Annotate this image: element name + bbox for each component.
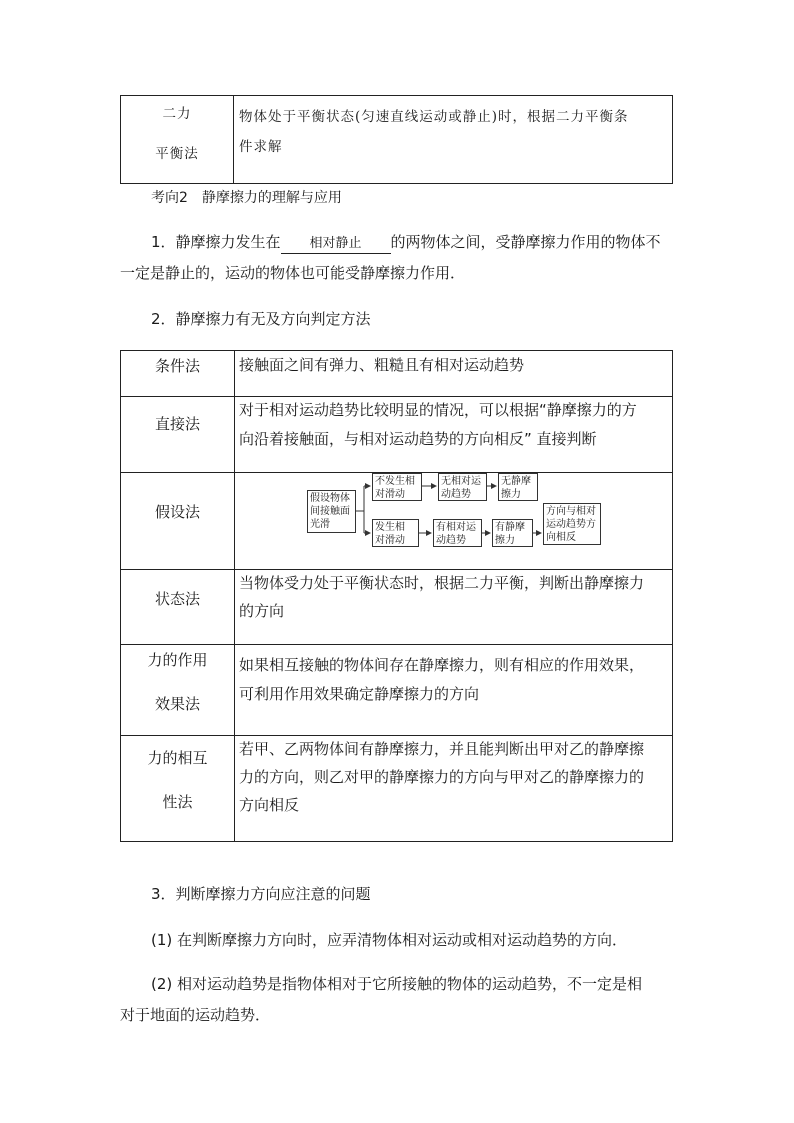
- flow-direction-line3: 向相反: [546, 532, 576, 543]
- method-name-condition: 条件法: [154, 357, 200, 375]
- method-desc-condition: 接触面之间有弹力、粗糙且有相对运动趋势: [239, 356, 525, 374]
- flow-friction-line2: 擦力: [495, 535, 515, 546]
- method-name-mutual-2: 性法: [162, 793, 193, 811]
- method-desc-effect-1: 如果相互接触的物体间存在静摩擦力，则有相应的作用效果，: [239, 656, 645, 674]
- para3-2-line1: (2) 相对运动趋势是指物体相对于它所接触的物体的运动趋势，不一定是相: [151, 975, 643, 993]
- method-name-direct: 直接法: [154, 415, 200, 433]
- para1-blank: 相对静止: [281, 235, 391, 254]
- method-desc-mutual-3: 方向相反: [239, 796, 300, 814]
- flow-direction-line2: 运动趋势方: [546, 519, 596, 530]
- flow-no-tendency-line1: 无相对运: [441, 476, 481, 487]
- method-name-state: 状态法: [154, 590, 200, 608]
- method-name-assumption: 假设法: [154, 503, 200, 521]
- method-name-effect-2: 效果法: [154, 695, 200, 713]
- flow-no-sliding-line2: 对滑动: [375, 489, 405, 500]
- para1-line1: [151, 228, 661, 256]
- para2: 2．静摩擦力有无及方向判定方法: [151, 310, 371, 328]
- para1-line2: 一定是静止的，运动的物体也可能受静摩擦力作用．: [120, 264, 466, 282]
- method-desc-state-1: 当物体受力处于平衡状态时，根据二力平衡，判断出静摩擦力: [239, 574, 645, 592]
- flow-start-line1: 假设物体: [310, 493, 350, 504]
- para1-suffix: 的两物体之间，受静摩擦力作用的物体不: [390, 233, 661, 251]
- flow-start-line2: 间接触面: [310, 506, 350, 517]
- flow-tendency-line2: 动趋势: [436, 535, 466, 546]
- flow-sliding-line1: 发生相: [375, 522, 405, 533]
- method-desc-mutual-2: 力的方向，则乙对甲的静摩擦力的方向与甲对乙的静摩擦力的: [239, 768, 645, 786]
- method-desc-direct-2: 向沿着接触面，与相对运动趋势的方向相反” 直接判断: [239, 430, 597, 448]
- flow-friction-line1: 有静摩: [495, 522, 525, 533]
- method-desc-mutual-1: 若甲、乙两物体间有静摩擦力，并且能判断出甲对乙的静摩擦: [239, 740, 645, 758]
- para3-1: (1) 在判断摩擦力方向时，应弄清物体相对运动或相对运动趋势的方向．: [151, 931, 628, 949]
- two-force-balance-table: [120, 95, 673, 184]
- para3-2-line2: 对于地面的运动趋势．: [120, 1006, 271, 1024]
- method-name-mutual-1: 力的相互: [147, 749, 208, 767]
- flow-tendency-line1: 有相对运: [436, 522, 476, 533]
- flow-sliding-line2: 对滑动: [375, 535, 405, 546]
- method-desc-line2: 件求解: [239, 139, 283, 155]
- flow-direction-line1: 方向与相对: [546, 506, 596, 517]
- method-label-line1: 二力: [162, 106, 192, 122]
- para1-prefix: 1．静摩擦力发生在: [151, 233, 281, 251]
- method-desc-effect-2: 可利用作用效果确定静摩擦力的方向: [239, 685, 480, 703]
- flow-no-friction-line1: 无静摩: [501, 476, 531, 487]
- flow-start-line3: 光滑: [310, 519, 330, 530]
- flow-no-tendency-line2: 动趋势: [441, 489, 471, 500]
- method-desc-state-2: 的方向: [239, 602, 285, 620]
- flow-no-sliding-line1: 不发生相: [375, 476, 415, 487]
- friction-methods-table: [120, 350, 673, 842]
- method-name-effect-1: 力的作用: [147, 651, 208, 669]
- method-desc-direct-1: 对于相对运动趋势比较明显的情况，可以根据“静摩擦力的方: [239, 401, 637, 419]
- method-label-line2: 平衡法: [155, 146, 199, 162]
- flow-no-friction-line2: 擦力: [501, 489, 521, 500]
- method-desc-line1: 物体处于平衡状态(匀速直线运动或静止)时，根据二力平衡条: [239, 109, 629, 125]
- section-heading: 考向2 静摩擦力的理解与应用: [151, 190, 342, 206]
- para3: 3．判断摩擦力方向应注意的问题: [151, 885, 371, 903]
